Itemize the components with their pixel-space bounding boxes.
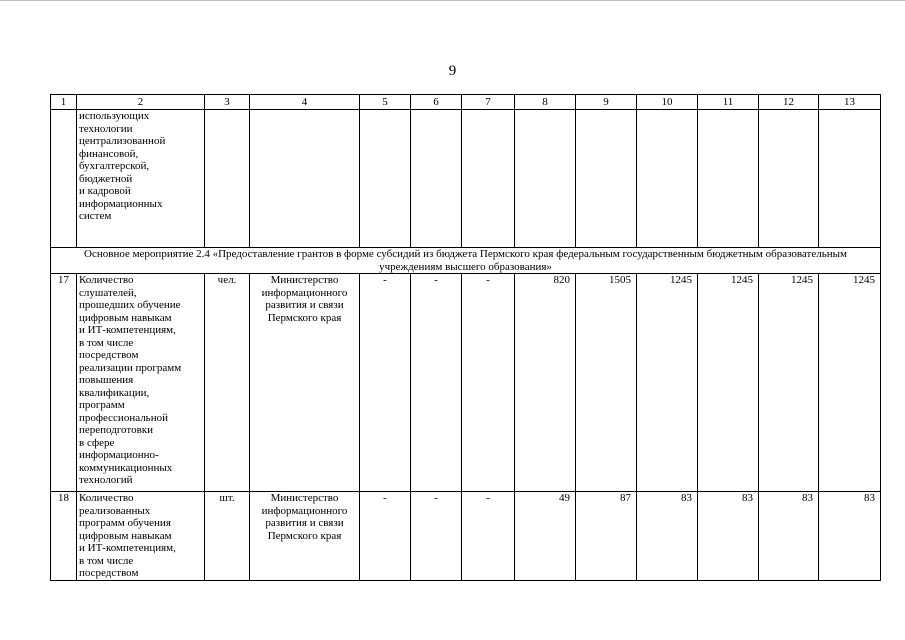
table-header-row [51, 95, 881, 110]
value-cell [637, 110, 698, 248]
header-cell: 7 [462, 95, 515, 110]
value-cell: 83 [637, 492, 698, 581]
value-cell: - [411, 274, 462, 492]
header-cell: 9 [576, 95, 637, 110]
value-cell [576, 110, 637, 248]
header-cell: 1 [51, 95, 77, 110]
value-cell: - [462, 274, 515, 492]
value-cell: 820 [515, 274, 576, 492]
header-cell: 2 [77, 95, 205, 110]
value-cell: 83 [759, 492, 819, 581]
header-cell: 12 [759, 95, 819, 110]
header-cell: 4 [250, 95, 360, 110]
organization-cell: Министерство информационного развития и связи Пермского края [250, 274, 360, 492]
value-cell: - [462, 492, 515, 581]
value-cell [759, 110, 819, 248]
value-cell [515, 110, 576, 248]
value-cell: 1245 [819, 274, 881, 492]
row-number-cell [51, 110, 77, 248]
unit-cell [205, 110, 250, 248]
indicator-name-cell: Количество слушателей, прошедших обучение цифровым навыкам и ИТ-компетенциям, в том числе посредством реализации программ повышения квалификации, программ профессиональной переподготовки в сфере информационно- коммуникационных технологий [77, 274, 205, 492]
header-cell: 11 [698, 95, 759, 110]
value-cell: 1245 [759, 274, 819, 492]
value-cell [698, 110, 759, 248]
value-cell: - [411, 492, 462, 581]
value-cell [462, 110, 515, 248]
value-cell [819, 110, 881, 248]
unit-cell: чел. [205, 274, 250, 492]
value-cell [411, 110, 462, 248]
value-cell: 1245 [698, 274, 759, 492]
value-cell: 87 [576, 492, 637, 581]
page-number: 9 [448, 63, 457, 79]
table-row-continuation [51, 110, 881, 248]
value-cell: 49 [515, 492, 576, 581]
value-cell: - [360, 274, 411, 492]
row-number-cell: 17 [51, 274, 77, 492]
value-cell [360, 110, 411, 248]
header-cell: 10 [637, 95, 698, 110]
header-cell: 8 [515, 95, 576, 110]
value-cell: 1245 [637, 274, 698, 492]
unit-cell: шт. [205, 492, 250, 581]
header-cell: 13 [819, 95, 881, 110]
measure-title: Основное мероприятие 2.4 «Предоставление грантов в форме субсидий из бюджета Пермского края федеральным государственным бюджетным образовательным учреждениям высшего образования» [51, 248, 881, 274]
value-cell: 83 [819, 492, 881, 581]
table-row [51, 274, 881, 492]
value-cell: 1505 [576, 274, 637, 492]
indicator-name-cell: использующих технологии централизованной финансовой, бухгалтерской, бюджетной и кадровой информационных систем [77, 110, 205, 248]
measure-section-row [51, 248, 881, 274]
row-number-cell: 18 [51, 492, 77, 581]
value-cell: - [360, 492, 411, 581]
table-row [51, 492, 881, 581]
value-cell: 83 [698, 492, 759, 581]
indicator-name-cell: Количество реализованных программ обучения цифровым навыкам и ИТ-компетенциям, в том числе посредством [77, 492, 205, 581]
page-top-edge [0, 0, 905, 1]
indicators-table [50, 94, 881, 581]
organization-cell: Министерство информационного развития и связи Пермского края [250, 492, 360, 581]
organization-cell [250, 110, 360, 248]
header-cell: 6 [411, 95, 462, 110]
header-cell: 3 [205, 95, 250, 110]
header-cell: 5 [360, 95, 411, 110]
